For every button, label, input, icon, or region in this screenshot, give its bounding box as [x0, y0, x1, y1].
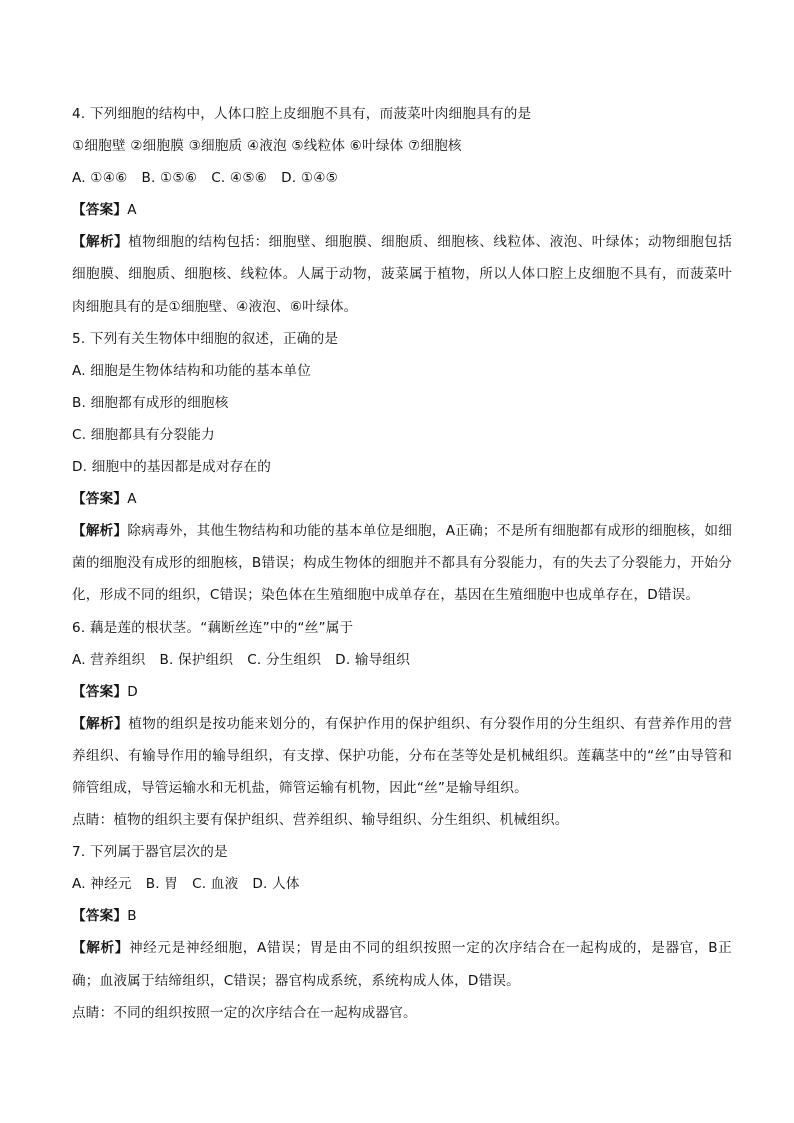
document-page	[72, 98, 732, 1029]
question-6-tip: 点睛：植物的组织主要有保护组织、营养组织、输导组织、分生组织、机械组织。	[72, 812, 569, 829]
option-b: B. 保护组织	[159, 651, 234, 668]
option-c: C. ④⑤⑥	[211, 170, 268, 187]
question-5-answer	[72, 483, 732, 515]
question-4-analysis	[72, 226, 732, 322]
answer-tag: 【答案】	[72, 202, 128, 219]
option-a: A. 营养组织	[72, 651, 146, 668]
question-4-options	[72, 162, 732, 194]
question-4-stem: 4. 下列细胞的结构中，人体口腔上皮细胞不具有，而菠菜叶肉细胞具有的是	[72, 106, 532, 122]
question-7-analysis	[72, 932, 732, 996]
question-7-stem: 7. 下列属于器官层次的是	[72, 844, 228, 861]
question-6-answer	[72, 676, 732, 708]
analysis-text: 植物的组织是按功能来划分的，有保护作用的保护组织、有分裂作用的分生组织、有营养作用的营养组织、有输导作用的输导组织，有支撑、保护功能，分布在茎等处是机械组织。莲藕茎中的“丝”由导管和筛管组成，导管运输水和无机盐，筛管运输有机物，因此“丝”是输导组织。	[72, 715, 732, 796]
question-6-options	[72, 644, 732, 676]
question-4-items: ①细胞壁 ②细胞膜 ③细胞质 ④液泡 ⑤线粒体 ⑥叶绿体 ⑦细胞核	[72, 138, 462, 155]
option-a: A. 神经元	[72, 876, 132, 893]
question-5-analysis	[72, 515, 732, 611]
option-d: D. 人体	[252, 876, 300, 893]
question-5-option-c: C. 细胞都具有分裂能力	[72, 426, 215, 443]
question-5-option-d: D. 细胞中的基因都是成对存在的	[72, 459, 272, 476]
question-5-option-a: A. 细胞是生物体结构和功能的基本单位	[72, 362, 312, 379]
analysis-text: 神经元是神经细胞，A错误；胃是由不同的组织按照一定的次序结合在一起构成的，是器官，B正确；血液属于结缔组织，C错误；器官构成系统，系统构成人体，D错误。	[72, 940, 732, 989]
answer-value: A	[127, 491, 137, 508]
question-7-options	[72, 868, 732, 900]
analysis-tag: 【解析】	[72, 715, 129, 732]
question-6-analysis	[72, 708, 732, 804]
analysis-text: 除病毒外，其他生物结构和功能的基本单位是细胞，A正确；不是所有细胞都有成形的细胞核，如细菌的细胞没有成形的细胞核，B错误；构成生物体的细胞并不都具有分裂能力，有的失去了分裂能力，开始分化，形成不同的组织，C错误；染色体在生殖细胞中成单存在，基因在生殖细胞中也成单存在，D错误。	[72, 523, 732, 604]
option-a: A. ①④⑥	[72, 170, 128, 187]
option-d: D. 输导组织	[335, 651, 411, 668]
option-b: B. ①⑤⑥	[141, 170, 198, 187]
answer-value: B	[127, 908, 137, 925]
answer-tag: 【答案】	[72, 908, 128, 925]
analysis-tag: 【解析】	[72, 523, 128, 540]
analysis-tag: 【解析】	[72, 234, 129, 251]
option-c: C. 分生组织	[247, 651, 322, 668]
answer-value: A	[127, 202, 137, 219]
question-7-answer	[72, 900, 732, 932]
question-4-answer	[72, 194, 732, 226]
question-7-tip: 点睛：不同的组织按照一定的次序结合在一起构成器官。	[72, 1004, 417, 1021]
question-6-stem: 6. 藕是莲的根状茎。“藕断丝连”中的“丝”属于	[72, 619, 354, 636]
option-c: C. 血液	[192, 876, 239, 893]
answer-tag: 【答案】	[72, 683, 128, 700]
question-5-option-b: B. 细胞都有成形的细胞核	[72, 394, 229, 411]
answer-value: D	[127, 683, 138, 700]
option-d: D. ①④⑤	[281, 170, 338, 187]
analysis-tag: 【解析】	[72, 940, 129, 957]
answer-tag: 【答案】	[72, 491, 128, 508]
question-5-stem: 5. 下列有关生物体中细胞的叙述，正确的是	[72, 330, 339, 347]
option-b: B. 胃	[145, 876, 179, 893]
analysis-text: 植物细胞的结构包括：细胞壁、细胞膜、细胞质、细胞核、线粒体、液泡、叶绿体；动物细胞包括细胞膜、细胞质、细胞核、线粒体。人属于动物，菠菜属于植物，所以人体口腔上皮细胞不具有，而菠菜叶肉细胞具有的是①细胞壁、④液泡、⑥叶绿体。	[72, 234, 732, 315]
